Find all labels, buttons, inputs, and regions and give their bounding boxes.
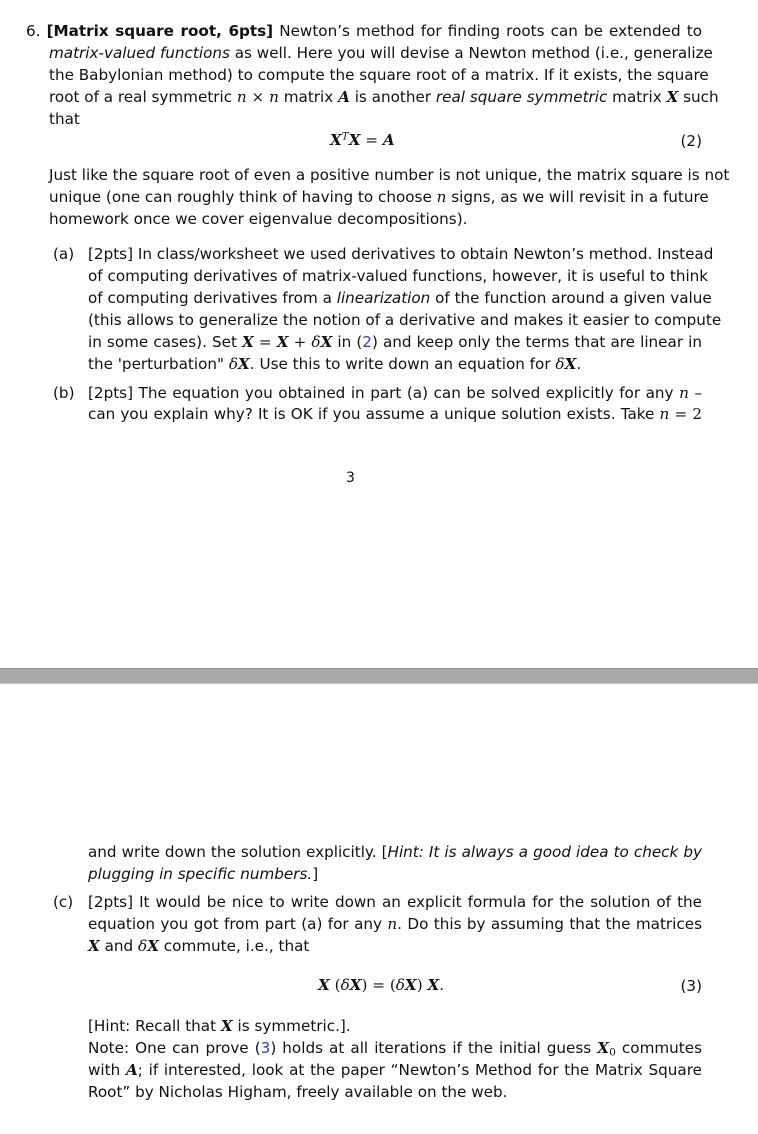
after-eq-line-2: unique (one can roughly think of having to choose n signs, as we will revisit in a future bbox=[49, 188, 709, 206]
part-c-note-line-2: with A; if interested, look at the paper “Newton’s Method for the Matrix Square bbox=[88, 1061, 702, 1079]
problem-intro-line-5: that bbox=[49, 110, 80, 128]
part-b-line-2: can you explain why? It is OK if you assume a unique solution exists. Take n = 2 bbox=[88, 405, 703, 423]
part-a-line-6: the 'perturbation" δX. Use this to write down an equation for δX. bbox=[88, 355, 582, 373]
problem-number: 6. bbox=[26, 22, 41, 40]
problem-intro-line-2: matrix-valued functions as well. Here you will devise a Newton method (i.e., generalize bbox=[49, 44, 713, 62]
part-c-line-3: X and δX commute, i.e., that bbox=[88, 937, 310, 955]
problem-intro-line-4: root of a real symmetric n × n matrix A is another real square symmetric matrix X such bbox=[49, 88, 719, 106]
part-c-label: (c) bbox=[53, 893, 74, 911]
page-separator bbox=[0, 668, 758, 684]
equation-2: $X^TX = A$ bbox=[330, 130, 395, 149]
problem-intro-line-1: 6. [Matrix square root, 6pts] Newton’s method for finding roots can be extended to bbox=[26, 22, 703, 40]
part-b-line-3: and write down the solution explicitly. [Hint: It is always a good idea to check by bbox=[88, 843, 703, 861]
part-a-line-5: in some cases). Set X = X + δX in (2) and keep only the terms that are linear in bbox=[88, 333, 702, 351]
after-eq-line-3: homework once we cover eigenvalue decompositions). bbox=[49, 210, 468, 228]
part-c-note-line-3: Root” by Nicholas Higham, freely available on the web. bbox=[88, 1083, 508, 1101]
page-number: 3 bbox=[346, 470, 355, 486]
document-page-2 bbox=[0, 684, 758, 1134]
part-c-line-2: equation you got from part (a) for any n. Do this by assuming that the matrices bbox=[88, 915, 702, 933]
equation-2-label: (2) bbox=[680, 132, 702, 150]
part-c-line-1: [2pts] It would be nice to write down an explicit formula for the solution of the bbox=[88, 893, 702, 911]
part-b-line-1: [2pts] The equation you obtained in part (a) can be solved explicitly for any n – bbox=[88, 384, 702, 402]
part-c-note-line-1: Note: One can prove (3) holds at all iterations if the initial guess $X_0$ commutes bbox=[88, 1039, 702, 1059]
part-b-label: (b) bbox=[53, 384, 75, 402]
part-a-line-1: [2pts] In class/worksheet we used derivatives to obtain Newton’s method. Instead bbox=[88, 245, 714, 263]
after-eq-line-1: Just like the square root of even a positive number is not unique, the matrix square is not bbox=[49, 166, 730, 184]
part-a-line-3: of computing derivatives from a linearization of the function around a given value bbox=[88, 289, 712, 307]
part-b-line-4: plugging in specific numbers.] bbox=[88, 865, 319, 883]
problem-intro-line-3: the Babylonian method) to compute the square root of a matrix. If it exists, the square bbox=[49, 66, 709, 84]
equation-3: X (δX) = (δX) X. bbox=[318, 976, 445, 994]
equation-3-label: (3) bbox=[680, 977, 702, 995]
problem-title: [Matrix square root, 6pts] bbox=[46, 22, 274, 40]
part-c-hint: [Hint: Recall that X is symmetric.]. bbox=[88, 1017, 351, 1035]
part-a-label: (a) bbox=[53, 245, 75, 263]
part-a-line-4: (this allows to generalize the notion of a derivative and makes it easier to compute bbox=[88, 311, 722, 329]
part-a-line-2: of computing derivatives of matrix-valued functions, however, it is useful to think bbox=[88, 267, 709, 285]
